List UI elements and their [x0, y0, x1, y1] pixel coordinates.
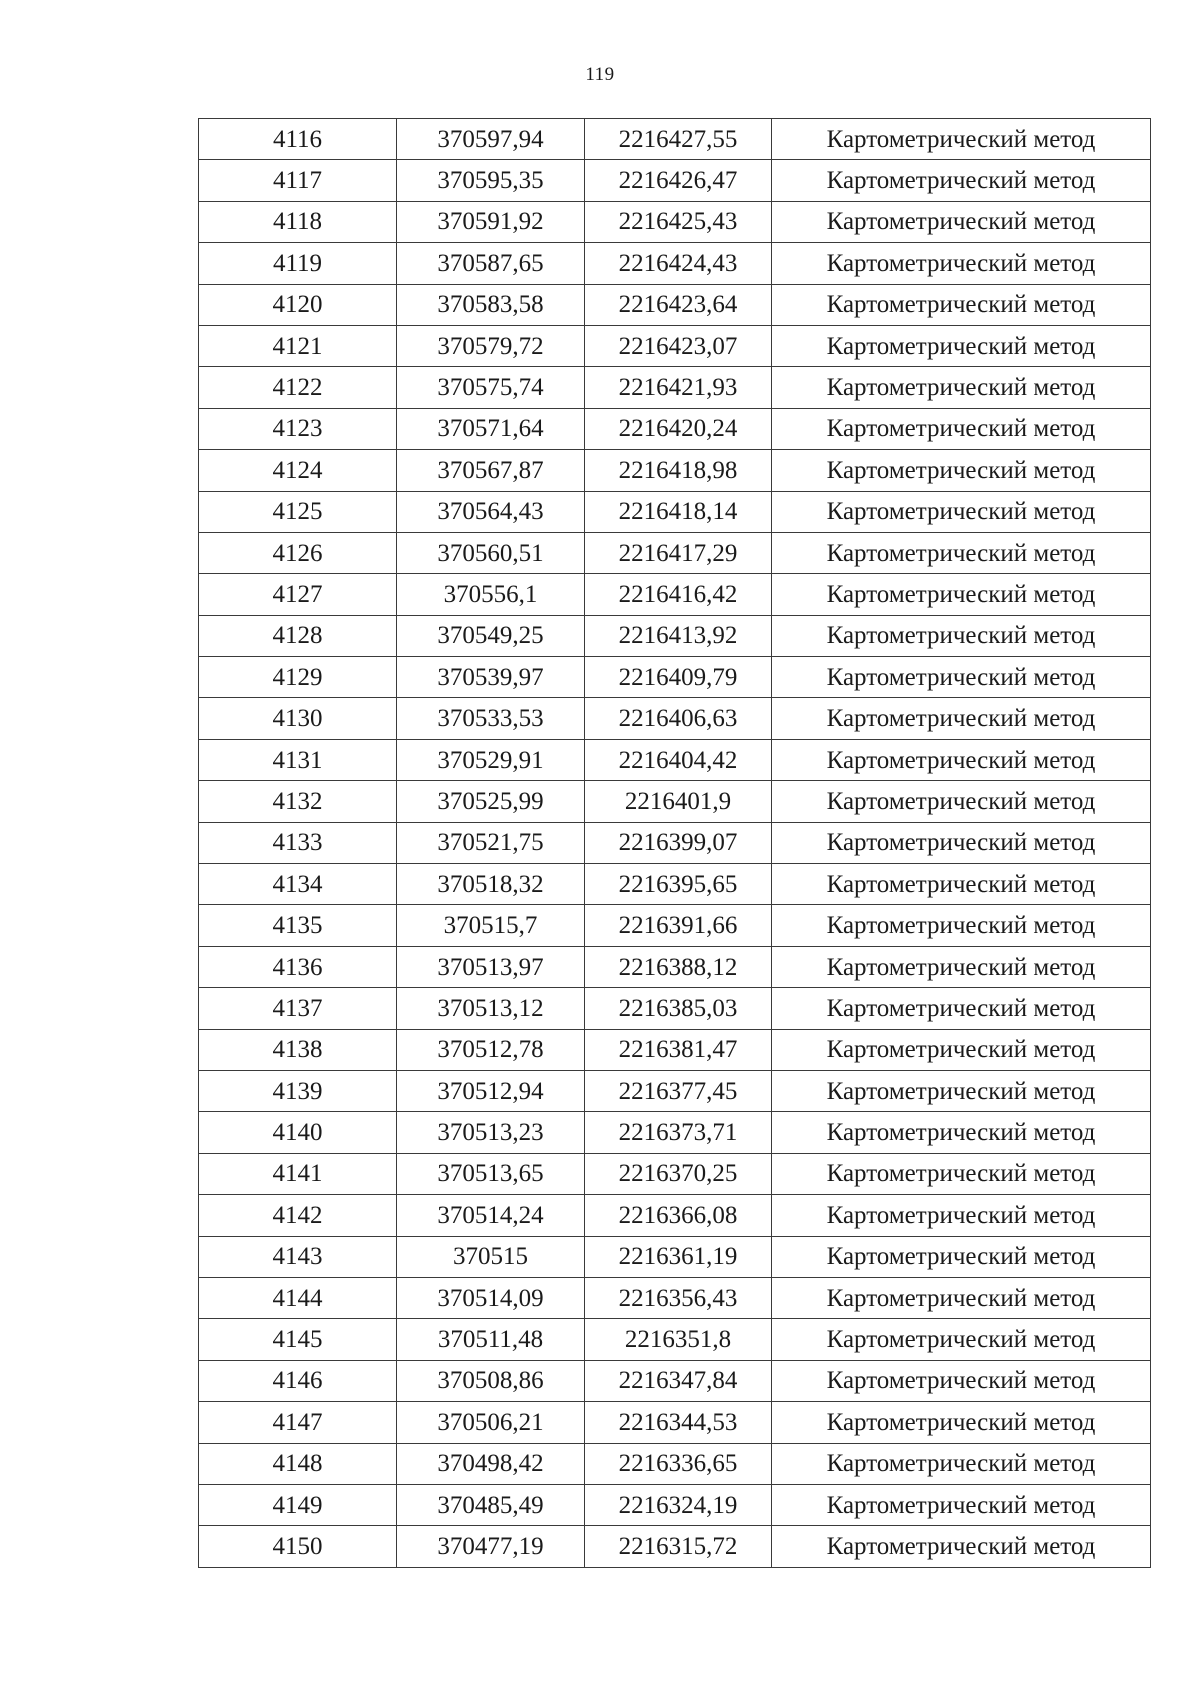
y-coordinate-cell: 2216377,45 [585, 1070, 772, 1111]
point-number-cell: 4149 [199, 1484, 397, 1525]
point-number-cell: 4120 [199, 284, 397, 325]
page-number: 119 [585, 64, 615, 85]
point-number-cell: 4142 [199, 1195, 397, 1236]
point-number-cell: 4116 [199, 119, 397, 160]
table-row [199, 1319, 1151, 1360]
x-coordinate-cell: 370515 [397, 1236, 585, 1277]
point-number-cell: 4117 [199, 160, 397, 201]
table-row [199, 325, 1151, 366]
x-coordinate-cell: 370564,43 [397, 491, 585, 532]
y-coordinate-cell: 2216424,43 [585, 243, 772, 284]
table-row [199, 698, 1151, 739]
method-cell: Картометрический метод [772, 201, 1151, 242]
x-coordinate-cell: 370571,64 [397, 408, 585, 449]
y-coordinate-cell: 2216388,12 [585, 946, 772, 987]
y-coordinate-cell: 2216347,84 [585, 1360, 772, 1401]
method-cell: Картометрический метод [772, 1195, 1151, 1236]
y-coordinate-cell: 2216351,8 [585, 1319, 772, 1360]
y-coordinate-cell: 2216413,92 [585, 615, 772, 656]
y-coordinate-cell: 2216427,55 [585, 119, 772, 160]
y-coordinate-cell: 2216336,65 [585, 1443, 772, 1484]
method-cell: Картометрический метод [772, 325, 1151, 366]
table-row [199, 988, 1151, 1029]
table-row [199, 905, 1151, 946]
point-number-cell: 4118 [199, 201, 397, 242]
x-coordinate-cell: 370513,97 [397, 946, 585, 987]
method-cell: Картометрический метод [772, 491, 1151, 532]
method-cell: Картометрический метод [772, 243, 1151, 284]
method-cell: Картометрический метод [772, 1319, 1151, 1360]
y-coordinate-cell: 2216366,08 [585, 1195, 772, 1236]
point-number-cell: 4148 [199, 1443, 397, 1484]
x-coordinate-cell: 370513,23 [397, 1112, 585, 1153]
x-coordinate-cell: 370525,99 [397, 781, 585, 822]
x-coordinate-cell: 370518,32 [397, 864, 585, 905]
point-number-cell: 4134 [199, 864, 397, 905]
table-row [199, 615, 1151, 656]
x-coordinate-cell: 370575,74 [397, 367, 585, 408]
point-number-cell: 4129 [199, 657, 397, 698]
point-number-cell: 4121 [199, 325, 397, 366]
method-cell: Картометрический метод [772, 781, 1151, 822]
table-row [199, 1112, 1151, 1153]
x-coordinate-cell: 370591,92 [397, 201, 585, 242]
method-cell: Картометрический метод [772, 1153, 1151, 1194]
y-coordinate-cell: 2216324,19 [585, 1484, 772, 1525]
point-number-cell: 4131 [199, 739, 397, 780]
y-coordinate-cell: 2216406,63 [585, 698, 772, 739]
y-coordinate-cell: 2216381,47 [585, 1029, 772, 1070]
x-coordinate-cell: 370521,75 [397, 822, 585, 863]
table-row [199, 408, 1151, 449]
x-coordinate-cell: 370560,51 [397, 532, 585, 573]
table-row [199, 574, 1151, 615]
y-coordinate-cell: 2216418,14 [585, 491, 772, 532]
y-coordinate-cell: 2216315,72 [585, 1526, 772, 1567]
y-coordinate-cell: 2216423,64 [585, 284, 772, 325]
y-coordinate-cell: 2216399,07 [585, 822, 772, 863]
table-row [199, 491, 1151, 532]
method-cell: Картометрический метод [772, 657, 1151, 698]
y-coordinate-cell: 2216401,9 [585, 781, 772, 822]
table-row [199, 1277, 1151, 1318]
point-number-cell: 4130 [199, 698, 397, 739]
point-number-cell: 4145 [199, 1319, 397, 1360]
method-cell: Картометрический метод [772, 408, 1151, 449]
table-row [199, 119, 1151, 160]
table-row [199, 532, 1151, 573]
y-coordinate-cell: 2216425,43 [585, 201, 772, 242]
method-cell: Картометрический метод [772, 905, 1151, 946]
y-coordinate-cell: 2216395,65 [585, 864, 772, 905]
table-row [199, 1236, 1151, 1277]
point-number-cell: 4124 [199, 450, 397, 491]
point-number-cell: 4143 [199, 1236, 397, 1277]
table-row [199, 864, 1151, 905]
method-cell: Картометрический метод [772, 864, 1151, 905]
x-coordinate-cell: 370512,94 [397, 1070, 585, 1111]
point-number-cell: 4125 [199, 491, 397, 532]
y-coordinate-cell: 2216404,42 [585, 739, 772, 780]
y-coordinate-cell: 2216344,53 [585, 1402, 772, 1443]
method-cell: Картометрический метод [772, 532, 1151, 573]
x-coordinate-cell: 370567,87 [397, 450, 585, 491]
x-coordinate-cell: 370533,53 [397, 698, 585, 739]
method-cell: Картометрический метод [772, 160, 1151, 201]
x-coordinate-cell: 370556,1 [397, 574, 585, 615]
x-coordinate-cell: 370539,97 [397, 657, 585, 698]
table-row [199, 1153, 1151, 1194]
point-number-cell: 4139 [199, 1070, 397, 1111]
point-number-cell: 4133 [199, 822, 397, 863]
method-cell: Картометрический метод [772, 615, 1151, 656]
table-row [199, 657, 1151, 698]
x-coordinate-cell: 370514,24 [397, 1195, 585, 1236]
table-row [199, 284, 1151, 325]
point-number-cell: 4137 [199, 988, 397, 1029]
table-row [199, 1484, 1151, 1525]
y-coordinate-cell: 2216421,93 [585, 367, 772, 408]
table-row [199, 1070, 1151, 1111]
table-row [199, 1195, 1151, 1236]
point-number-cell: 4147 [199, 1402, 397, 1443]
point-number-cell: 4123 [199, 408, 397, 449]
table-row [199, 201, 1151, 242]
x-coordinate-cell: 370529,91 [397, 739, 585, 780]
x-coordinate-cell: 370508,86 [397, 1360, 585, 1401]
x-coordinate-cell: 370477,19 [397, 1526, 585, 1567]
table-row [199, 946, 1151, 987]
y-coordinate-cell: 2216373,71 [585, 1112, 772, 1153]
table-row [199, 1443, 1151, 1484]
y-coordinate-cell: 2216420,24 [585, 408, 772, 449]
point-number-cell: 4122 [199, 367, 397, 408]
method-cell: Картометрический метод [772, 698, 1151, 739]
method-cell: Картометрический метод [772, 367, 1151, 408]
y-coordinate-cell: 2216370,25 [585, 1153, 772, 1194]
point-number-cell: 4128 [199, 615, 397, 656]
method-cell: Картометрический метод [772, 1236, 1151, 1277]
method-cell: Картометрический метод [772, 1112, 1151, 1153]
table-row [199, 243, 1151, 284]
method-cell: Картометрический метод [772, 1443, 1151, 1484]
point-number-cell: 4132 [199, 781, 397, 822]
x-coordinate-cell: 370514,09 [397, 1277, 585, 1318]
coordinates-table [198, 118, 1151, 1568]
x-coordinate-cell: 370498,42 [397, 1443, 585, 1484]
y-coordinate-cell: 2216391,66 [585, 905, 772, 946]
y-coordinate-cell: 2216417,29 [585, 532, 772, 573]
x-coordinate-cell: 370549,25 [397, 615, 585, 656]
table-row [199, 1029, 1151, 1070]
point-number-cell: 4150 [199, 1526, 397, 1567]
y-coordinate-cell: 2216416,42 [585, 574, 772, 615]
table-row [199, 367, 1151, 408]
x-coordinate-cell: 370485,49 [397, 1484, 585, 1525]
y-coordinate-cell: 2216426,47 [585, 160, 772, 201]
y-coordinate-cell: 2216385,03 [585, 988, 772, 1029]
method-cell: Картометрический метод [772, 119, 1151, 160]
point-number-cell: 4136 [199, 946, 397, 987]
table-row [199, 160, 1151, 201]
table-row [199, 1360, 1151, 1401]
y-coordinate-cell: 2216418,98 [585, 450, 772, 491]
method-cell: Картометрический метод [772, 1070, 1151, 1111]
coordinates-table-body [199, 119, 1151, 1568]
point-number-cell: 4138 [199, 1029, 397, 1070]
point-number-cell: 4126 [199, 532, 397, 573]
method-cell: Картометрический метод [772, 1402, 1151, 1443]
x-coordinate-cell: 370515,7 [397, 905, 585, 946]
point-number-cell: 4119 [199, 243, 397, 284]
x-coordinate-cell: 370597,94 [397, 119, 585, 160]
y-coordinate-cell: 2216409,79 [585, 657, 772, 698]
method-cell: Картометрический метод [772, 450, 1151, 491]
point-number-cell: 4140 [199, 1112, 397, 1153]
table-row [199, 822, 1151, 863]
point-number-cell: 4144 [199, 1277, 397, 1318]
x-coordinate-cell: 370595,35 [397, 160, 585, 201]
point-number-cell: 4141 [199, 1153, 397, 1194]
table-row [199, 450, 1151, 491]
y-coordinate-cell: 2216423,07 [585, 325, 772, 366]
y-coordinate-cell: 2216361,19 [585, 1236, 772, 1277]
point-number-cell: 4127 [199, 574, 397, 615]
x-coordinate-cell: 370512,78 [397, 1029, 585, 1070]
table-row [199, 781, 1151, 822]
method-cell: Картометрический метод [772, 739, 1151, 780]
method-cell: Картометрический метод [772, 1029, 1151, 1070]
x-coordinate-cell: 370583,58 [397, 284, 585, 325]
method-cell: Картометрический метод [772, 1360, 1151, 1401]
table-row [199, 1526, 1151, 1567]
x-coordinate-cell: 370587,65 [397, 243, 585, 284]
point-number-cell: 4146 [199, 1360, 397, 1401]
x-coordinate-cell: 370511,48 [397, 1319, 585, 1360]
x-coordinate-cell: 370506,21 [397, 1402, 585, 1443]
method-cell: Картометрический метод [772, 946, 1151, 987]
method-cell: Картометрический метод [772, 574, 1151, 615]
x-coordinate-cell: 370513,12 [397, 988, 585, 1029]
table-row [199, 1402, 1151, 1443]
method-cell: Картометрический метод [772, 1526, 1151, 1567]
point-number-cell: 4135 [199, 905, 397, 946]
method-cell: Картометрический метод [772, 1277, 1151, 1318]
method-cell: Картометрический метод [772, 988, 1151, 1029]
y-coordinate-cell: 2216356,43 [585, 1277, 772, 1318]
method-cell: Картометрический метод [772, 1484, 1151, 1525]
x-coordinate-cell: 370579,72 [397, 325, 585, 366]
method-cell: Картометрический метод [772, 822, 1151, 863]
table-row [199, 739, 1151, 780]
x-coordinate-cell: 370513,65 [397, 1153, 585, 1194]
method-cell: Картометрический метод [772, 284, 1151, 325]
